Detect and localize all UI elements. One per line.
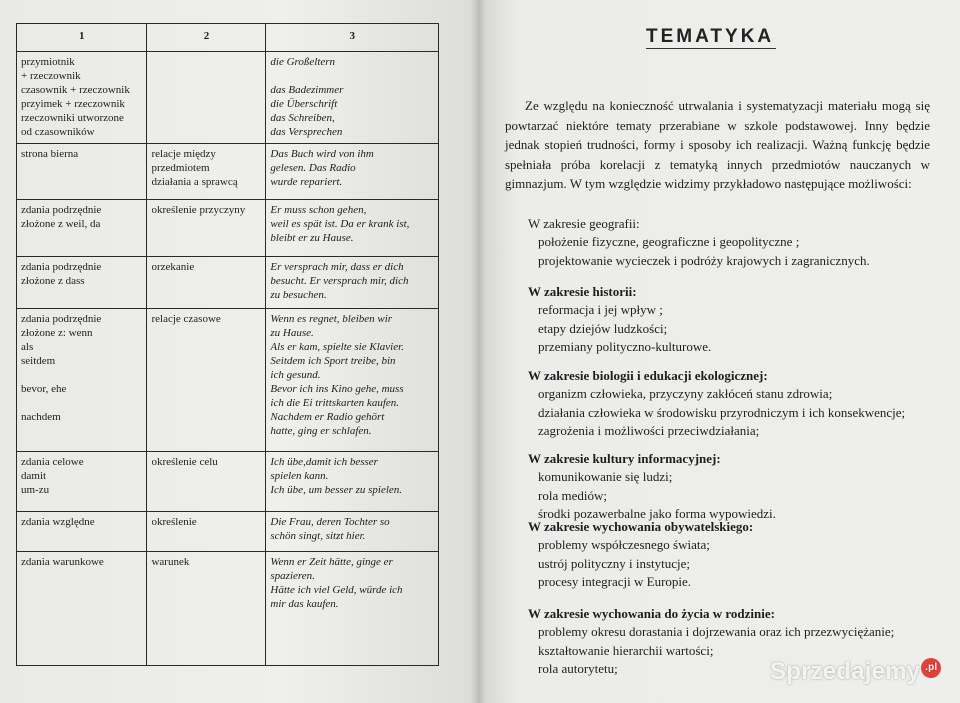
list-item: problemy współczesnego świata; bbox=[538, 537, 710, 552]
table-cell-function: warunek bbox=[151, 556, 190, 568]
table-cell-structure: zdania celowe damit um-zu bbox=[21, 456, 84, 496]
title-underline bbox=[646, 48, 776, 49]
topic-list bbox=[528, 468, 948, 524]
topic-list bbox=[528, 233, 948, 270]
table-row bbox=[17, 52, 439, 144]
table-cell-structure: zdania warunkowe bbox=[21, 556, 104, 568]
topic-list bbox=[528, 536, 948, 592]
table-cell-structure: zdania podrzędnie złożone z weil, da bbox=[21, 204, 102, 230]
list-item: reformacja i jej wpływ ; bbox=[538, 302, 663, 317]
table-row bbox=[17, 200, 439, 257]
table-cell-example: Das Buch wird von ihm gelesen. Das Radio wurde repariert. bbox=[270, 148, 374, 188]
section-heading: W zakresie biologii i edukacji ekologicznej: bbox=[528, 368, 768, 383]
list-item: komunikowanie się ludzi; bbox=[538, 469, 673, 484]
list-item: rola mediów; bbox=[538, 487, 607, 503]
list-item: organizm człowieka, przyczyny zakłóceń stanu zdrowia; bbox=[538, 386, 833, 401]
table-cell-example: Die Frau, deren Tochter so schön singt, sitzt hier. bbox=[270, 516, 390, 542]
list-item: działania człowieka w środowisku przyrodniczym i ich konsekwencje; bbox=[538, 404, 906, 420]
book-gutter bbox=[470, 0, 486, 703]
list-item: problemy okresu dorastania i dojrzewania oraz ich przezwyciężanie; bbox=[538, 624, 895, 639]
list-item: środki pozawerbalne jako forma wypowiedzi. bbox=[538, 506, 776, 521]
list-item: projektowanie wycieczek i podróży krajowych i zagranicznych. bbox=[538, 252, 870, 268]
section-geography bbox=[528, 215, 948, 270]
list-item: rola autorytetu; bbox=[538, 661, 618, 676]
section-heading: W zakresie wychowania do życia w rodzinie: bbox=[528, 606, 775, 621]
table-cell-example: Er muss schon gehen, weil es spät ist. Da er krank ist, bleibt er zu Hause. bbox=[270, 204, 410, 244]
table-cell-structure: zdania względne bbox=[21, 516, 95, 528]
topic-list bbox=[528, 385, 948, 441]
section-heading: W zakresie historii: bbox=[528, 284, 637, 299]
table-cell-function: relacje między przedmiotem działania a sprawcą bbox=[151, 148, 238, 188]
watermark-text: Sprzedajemy bbox=[770, 658, 921, 685]
list-item: kształtowanie hierarchii wartości; bbox=[538, 642, 714, 658]
table-cell-function: określenie przyczyny bbox=[151, 204, 246, 216]
section-heading: W zakresie geografii: bbox=[528, 216, 640, 231]
table-row bbox=[17, 552, 439, 666]
list-item: procesy integracji w Europie. bbox=[538, 574, 692, 589]
table-cell-function: orzekanie bbox=[151, 261, 195, 273]
table-row bbox=[17, 257, 439, 309]
column-header-1: 1 bbox=[17, 24, 147, 52]
table-row bbox=[17, 309, 439, 452]
list-item: przemiany polityczno-kulturowe. bbox=[538, 339, 712, 354]
table-cell-function: określenie celu bbox=[151, 456, 218, 468]
section-biology bbox=[528, 367, 948, 441]
topic-list bbox=[528, 301, 948, 357]
table-cell-structure: zdania podrzędnie złożone z: wenn als seitdem bevor, ehe nachdem bbox=[21, 313, 102, 423]
table-cell-example: die Großeltern das Badezimmer die Überschrift das Schreiben, das Versprechen bbox=[270, 56, 344, 138]
table-row bbox=[17, 452, 439, 512]
list-item: zagrożenia i możliwości przeciwdziałania; bbox=[538, 423, 760, 438]
list-item: etapy dziejów ludzkości; bbox=[538, 320, 668, 336]
section-heading: W zakresie kultury informacyjnej: bbox=[528, 451, 721, 466]
section-information-culture bbox=[528, 450, 948, 524]
table-cell-function: relacje czasowe bbox=[151, 313, 221, 325]
list-item: położenie fizyczne, geograficzne i geopolityczne ; bbox=[538, 234, 800, 249]
watermark-badge: .pl bbox=[921, 658, 941, 678]
watermark-logo bbox=[770, 658, 941, 686]
table-header-row bbox=[17, 24, 439, 52]
table-cell-example: Wenn es regnet, bleiben wir zu Hause. Als er kam, spielte sie Klavier. Seitdem ich Sport treibe, bin ich gesund. Bevor ich ins Kino gehe, muss ich die Ei trittskarten kaufen. Nachdem er Radio gehört hatte, ging er schlafen. bbox=[270, 313, 404, 437]
table-cell-example: Ich übe,damit ich besser spielen kann. Ich übe, um besser zu spielen. bbox=[270, 456, 403, 496]
list-item: ustrój polityczny i instytucje; bbox=[538, 555, 691, 571]
page-title: TEMATYKA bbox=[646, 26, 775, 47]
column-header-3: 3 bbox=[266, 24, 439, 52]
section-history bbox=[528, 283, 948, 357]
table-cell-function: określenie bbox=[151, 516, 197, 528]
table-cell-structure: przymiotnik + rzeczownik czasownik + rzeczownik przyimek + rzeczownik rzeczowniki utworzone od czasowników bbox=[21, 56, 130, 138]
intro-paragraph: Ze względu na konieczność utrwalania i systematyzacji materiału mogą się powtarzać niektóre tematy przerabiane w szkole podstawowej. Inny będzie jednak stopień trudności, formy i sposoby ich realizacji. Ważną funkcję będzie spełniała próba korelacji z tematyką innych przedmiotów nauczanych w gimnazjum. W tym względzie widzimy przykładowo następujące możliwości: bbox=[505, 98, 930, 191]
grammar-table bbox=[16, 23, 439, 666]
section-heading: W zakresie wychowania obywatelskiego: bbox=[528, 519, 754, 534]
table-cell-structure: strona bierna bbox=[21, 148, 79, 160]
section-civic-education bbox=[528, 518, 948, 592]
table-row bbox=[17, 512, 439, 552]
table-cell-example: Wenn er Zeit hätte, ginge er spazieren. Hätte ich viel Geld, würde ich mir das kaufen. bbox=[270, 556, 403, 610]
column-header-2: 2 bbox=[147, 24, 266, 52]
table-cell-example: Er versprach mir, dass er dich besucht. Er versprach mir, dich zu besuchen. bbox=[270, 261, 409, 301]
table-row bbox=[17, 144, 439, 200]
table-cell-structure: zdania podrzędnie złożone z dass bbox=[21, 261, 102, 287]
